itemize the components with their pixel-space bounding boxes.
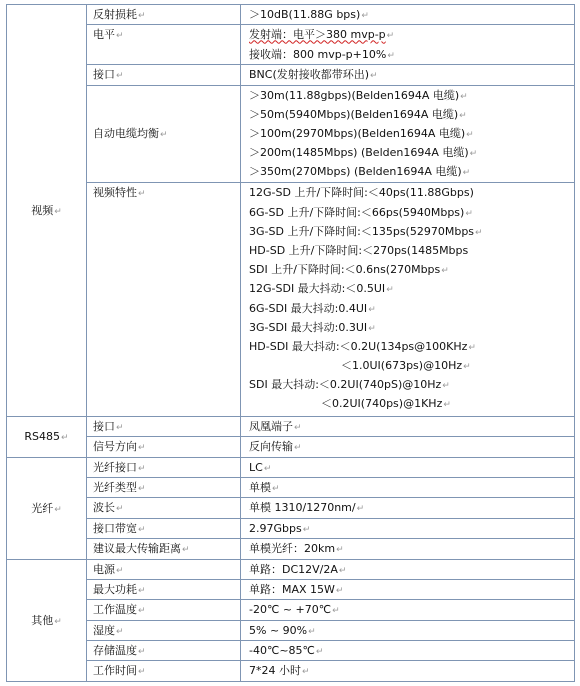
paragraph-mark-icon: ↵: [116, 71, 124, 82]
category-cell: [7, 416, 87, 457]
table-row: [7, 600, 575, 620]
spec-label-cell: 最大功耗↵: [87, 579, 241, 599]
paragraph-mark-icon: ↵: [370, 71, 378, 82]
paragraph-mark-icon: ↵: [315, 647, 324, 658]
paragraph-mark-icon: ↵: [138, 667, 146, 678]
paragraph-mark-icon: ↵: [54, 616, 62, 627]
spec-label-cell: 电源↵: [87, 559, 241, 579]
spec-label-cell: 视频特性↵: [87, 183, 241, 417]
table-row: [7, 641, 575, 661]
table-row: [7, 478, 575, 498]
paragraph-mark-icon: ↵: [443, 400, 451, 411]
paragraph-mark-icon: ↵: [336, 545, 344, 556]
table-row: [7, 65, 575, 85]
spec-value-cell: 单模↵: [241, 478, 575, 498]
spec-value-cell: 凤凰端子↵: [241, 416, 575, 436]
paragraph-mark-icon: ↵: [263, 463, 272, 474]
table-row: [7, 661, 575, 682]
spec-value-cell: 反向传输↵: [241, 437, 575, 457]
table-row: [7, 5, 575, 25]
paragraph-mark-icon: ↵: [387, 50, 395, 61]
paragraph-mark-icon: ↵: [332, 606, 340, 617]
paragraph-mark-icon: ↵: [160, 130, 168, 141]
paragraph-mark-icon: ↵: [441, 266, 449, 277]
paragraph-mark-icon: ↵: [116, 504, 124, 515]
paragraph-mark-icon: ↵: [469, 149, 478, 160]
paragraph-mark-icon: ↵: [460, 91, 468, 102]
table-row: [7, 25, 575, 65]
paragraph-mark-icon: ↵: [335, 585, 344, 596]
paragraph-mark-icon: ↵: [294, 443, 302, 454]
spec-value-cell: 12G-SD 上升/下降时间:＜40ps(11.88Gbps) 6G-SD 上升/下降时间:＜66ps(5940Mbps)↵ 3G-SD 上升/下降时间:＜135ps(52970Mbps↵ HD-SD 上升/下降时间:＜270ps(1485Mbps SDI 上升/下降时间:＜0.6ns(270Mbps↵ 12G-SDI 最大抖动:＜0.5UI↵ 6G-SDI 最大抖动:0.4UI↵ 3G-SDI 最大抖动:0.3UI↵ HD-SDI 最大抖动:＜0.2U(134ps@100KHz↵ ＜1.0UI(673ps)@10Hz↵ SDI 最大抖动:＜0.2UI(740pS)@10Hz↵ ＜0.2UI(740ps)@1KHz↵: [241, 183, 575, 417]
paragraph-mark-icon: ↵: [138, 463, 146, 474]
spec-value-cell: 单模光纤：20km↵: [241, 539, 575, 559]
category-label: 视频: [31, 203, 54, 217]
spec-label-cell: 存储温度↵: [87, 641, 241, 661]
paragraph-mark-icon: ↵: [308, 626, 316, 637]
spec-value-cell: -20℃ ~ +70℃↵: [241, 600, 575, 620]
spec-label-cell: 信号方向↵: [87, 437, 241, 457]
paragraph-mark-icon: ↵: [475, 227, 483, 238]
spec-label-cell: 电平↵: [87, 25, 241, 65]
table-row: [7, 559, 575, 579]
paragraph-mark-icon: ↵: [182, 545, 190, 556]
category-label: RS485: [24, 430, 61, 444]
category-cell: [7, 5, 87, 417]
table-row: [7, 183, 575, 417]
spec-value-cell: -40℃~85℃↵: [241, 641, 575, 661]
spec-value-cell: 单路：DC12V/2A↵: [241, 559, 575, 579]
paragraph-mark-icon: ↵: [442, 381, 450, 392]
paragraph-mark-icon: ↵: [138, 647, 146, 658]
paragraph-mark-icon: ↵: [462, 168, 471, 179]
paragraph-mark-icon: ↵: [138, 484, 146, 495]
spec-label-cell: 接口带宽↵: [87, 518, 241, 538]
paragraph-mark-icon: ↵: [138, 606, 146, 617]
table-row: [7, 498, 575, 518]
paragraph-mark-icon: ↵: [138, 524, 146, 535]
spec-value-cell: 发射端：电平＞380 mvp-p↵ 接收端：800 mvp-p+10%↵: [241, 25, 575, 65]
category-cell: [7, 559, 87, 681]
paragraph-mark-icon: ↵: [272, 484, 280, 495]
paragraph-mark-icon: ↵: [368, 323, 376, 334]
spec-label-cell: 接口↵: [87, 65, 241, 85]
table-row: [7, 518, 575, 538]
spec-label-cell: 波长↵: [87, 498, 241, 518]
spec-label-cell: 工作温度↵: [87, 600, 241, 620]
spec-label-cell: 建议最大传输距离↵: [87, 539, 241, 559]
paragraph-mark-icon: ↵: [138, 585, 146, 596]
table-row: [7, 457, 575, 477]
spec-value-cell: 单模 1310/1270nm/↵: [241, 498, 575, 518]
spec-label-cell: 光纤接口↵: [87, 457, 241, 477]
category-label: 光纤: [31, 501, 54, 515]
table-row: [7, 85, 575, 183]
paragraph-mark-icon: ↵: [138, 189, 146, 200]
paragraph-mark-icon: ↵: [116, 626, 124, 637]
spec-label-cell: 反射损耗↵: [87, 5, 241, 25]
paragraph-mark-icon: ↵: [338, 565, 347, 576]
paragraph-mark-icon: ↵: [463, 362, 471, 373]
table-row: [7, 437, 575, 457]
spec-value-cell: 单路：MAX 15W↵: [241, 579, 575, 599]
paragraph-mark-icon: ↵: [116, 422, 124, 433]
spec-table: [6, 4, 575, 682]
spec-value-cell: ＞30m(11.88gbps)(Belden1694A 电缆)↵ ＞50m(5940Mbps)(Belden1694A 电缆)↵ ＞100m(2970Mbps)(Belden1694A 电缆)↵ ＞200m(1485Mbps) (Belden1694A 电缆)↵ ＞350m(270Mbps) (Belden1694A 电缆)↵: [241, 85, 575, 183]
spec-value-cell: 7*24 小时↵: [241, 661, 575, 682]
paragraph-mark-icon: ↵: [386, 285, 394, 296]
spec-value-cell: BNC(发射接收都带环出)↵: [241, 65, 575, 85]
paragraph-mark-icon: ↵: [302, 524, 311, 535]
paragraph-mark-icon: ↵: [466, 129, 474, 140]
spec-value-cell: LC↵: [241, 457, 575, 477]
paragraph-mark-icon: ↵: [459, 110, 467, 121]
paragraph-mark-icon: ↵: [61, 433, 69, 444]
spec-label-cell: 光纤类型↵: [87, 478, 241, 498]
paragraph-mark-icon: ↵: [356, 504, 365, 515]
paragraph-mark-icon: ↵: [138, 11, 146, 21]
paragraph-mark-icon: ↵: [54, 504, 62, 515]
spec-value-cell: ＞10dB(11.88G bps)↵: [241, 5, 575, 25]
paragraph-mark-icon: ↵: [302, 667, 310, 678]
category-label: 其他: [31, 613, 54, 627]
spec-value-cell: 2.97Gbps↵: [241, 518, 575, 538]
spec-label-cell: 工作时间↵: [87, 661, 241, 682]
paragraph-mark-icon: ↵: [116, 31, 124, 42]
spec-value-cell: 5% ~ 90%↵: [241, 620, 575, 640]
table-row: [7, 416, 575, 436]
table-row: [7, 539, 575, 559]
paragraph-mark-icon: ↵: [468, 342, 476, 353]
paragraph-mark-icon: ↵: [138, 443, 146, 454]
paragraph-mark-icon: ↵: [361, 11, 369, 21]
category-cell: [7, 457, 87, 559]
spec-label-cell: 自动电缆均衡↵: [87, 85, 241, 183]
table-row: [7, 579, 575, 599]
paragraph-mark-icon: ↵: [54, 206, 62, 217]
paragraph-mark-icon: ↵: [386, 31, 395, 42]
spec-label-cell: 接口↵: [87, 416, 241, 436]
paragraph-mark-icon: ↵: [465, 208, 473, 219]
paragraph-mark-icon: ↵: [368, 304, 376, 315]
paragraph-mark-icon: ↵: [294, 422, 302, 433]
paragraph-mark-icon: ↵: [116, 565, 124, 576]
table-row: [7, 620, 575, 640]
spec-label-cell: 湿度↵: [87, 620, 241, 640]
